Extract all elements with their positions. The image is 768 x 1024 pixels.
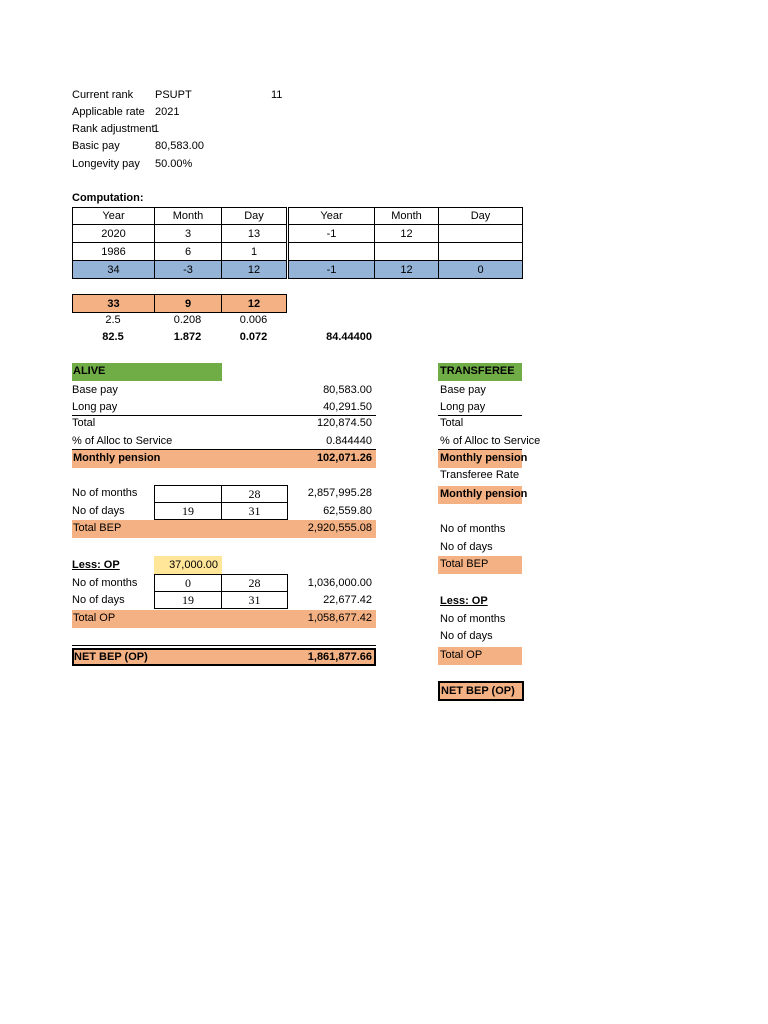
alive-days-label: No of days [72, 505, 125, 517]
computation-table-left [72, 207, 287, 279]
header-day: Day [222, 208, 287, 225]
cell-year[interactable]: 1986 [73, 243, 155, 261]
less-op-label: Less: OP [72, 559, 120, 571]
cell-day-diff: 0 [439, 261, 523, 279]
transferee-op-months-label: No of months [440, 613, 506, 625]
op-days-count: 31 [248, 593, 261, 607]
transferee-total-bep-label: Total BEP [440, 558, 489, 570]
net-bep-label: NET BEP (OP) [74, 651, 148, 663]
alive-days-input[interactable] [154, 502, 222, 520]
transferee-monthly-pension-row [438, 450, 528, 468]
cell-day[interactable] [439, 243, 523, 261]
current-rank-number: 11 [271, 89, 283, 101]
alive-months-label: No of months [72, 487, 138, 499]
adjusted-months: 9 [155, 295, 222, 313]
op-days-input-value: 19 [182, 593, 194, 607]
transferee-net-bep-row [438, 681, 524, 701]
product-months: 1.872 [173, 331, 202, 343]
op-days-input[interactable] [154, 591, 222, 609]
cell-year[interactable] [289, 243, 375, 261]
transferee-rate-label: Transferee Rate [440, 469, 520, 481]
longevity-pay-label: Longevity pay [72, 158, 140, 170]
transferee-days-label: No of days [440, 541, 493, 553]
current-rank-label: Current rank [72, 89, 134, 101]
alive-months-count: 28 [248, 487, 261, 501]
transferee-monthly-pension2-row [438, 486, 528, 504]
adjusted-days: 12 [222, 295, 287, 313]
transferee-less-op-label: Less: OP [440, 595, 488, 607]
transferee-section [438, 360, 541, 710]
basic-pay-label: Basic pay [72, 140, 120, 152]
transferee-header [438, 363, 522, 381]
alive-months-input[interactable] [154, 485, 222, 503]
transferee-monthly-pension2-label: Monthly pension [440, 488, 528, 500]
adjusted-service-table [72, 294, 287, 313]
op-months-input[interactable] [154, 574, 222, 592]
alive-total-label: Total [72, 417, 96, 429]
transferee-base-pay-label: Base pay [440, 384, 486, 396]
header-month: Month [155, 208, 222, 225]
alive-total-bep-value: 2,920,555.08 [307, 522, 372, 534]
op-days-value: 22,677.42 [323, 594, 372, 606]
rank-adjustment-value[interactable]: 1 [153, 123, 160, 135]
applicable-rate-label: Applicable rate [72, 106, 145, 118]
transferee-net-bep-label: NET BEP (OP) [441, 685, 515, 697]
transferee-op-days-label: No of days [440, 630, 493, 642]
alive-days-value: 62,559.80 [323, 505, 372, 517]
header-year: Year [289, 208, 375, 225]
op-days-label: No of days [72, 594, 125, 606]
header-year: Year [73, 208, 155, 225]
less-op-amount: 37,000.00 [169, 559, 218, 571]
net-bep-value: 1,861,877.66 [307, 651, 372, 663]
cell-year-diff: 34 [73, 261, 155, 279]
cell-month[interactable]: 3 [155, 225, 222, 243]
net-bep-row [72, 648, 376, 666]
factor-years: 2.5 [105, 314, 121, 326]
transferee-total-op-row [438, 647, 522, 665]
cell-year[interactable]: 2020 [73, 225, 155, 243]
factor-days: 0.006 [239, 314, 268, 326]
cell-month[interactable]: 12 [375, 225, 439, 243]
transferee-long-pay-label: Long pay [440, 401, 486, 413]
alive-monthly-pension-value: 102,071.26 [316, 452, 372, 464]
cell-day[interactable]: 13 [222, 225, 287, 243]
alive-header [72, 363, 222, 381]
transferee-alloc-label: % of Alloc to Service [440, 435, 541, 447]
alive-long-pay-label: Long pay [72, 401, 118, 413]
product-years: 82.5 [102, 331, 124, 343]
transferee-total-op-label: Total OP [440, 649, 483, 661]
longevity-pay-value[interactable]: 50.00% [155, 158, 193, 170]
cell-year-diff: -1 [289, 261, 375, 279]
alive-monthly-pension-row [72, 450, 376, 468]
cell-day-diff: 12 [222, 261, 287, 279]
transferee-total-label: Total [440, 417, 464, 429]
applicable-rate-value[interactable]: 2021 [155, 106, 180, 118]
transferee-title: TRANSFEREE [440, 365, 515, 377]
transferee-monthly-pension-label: Monthly pension [440, 452, 528, 464]
op-months-input-value: 0 [185, 576, 191, 590]
factor-months: 0.208 [173, 314, 202, 326]
cell-month-diff: 12 [375, 261, 439, 279]
divider [72, 645, 376, 646]
cell-day[interactable]: 1 [222, 243, 287, 261]
product-days: 0.072 [239, 331, 268, 343]
less-op-amount-cell[interactable] [154, 556, 222, 574]
transferee-total-bep-row [438, 556, 522, 574]
alive-total-bep-label: Total BEP [73, 522, 122, 534]
alive-base-pay-value: 80,583.00 [323, 384, 372, 396]
alive-months-value: 2,857,995.28 [307, 487, 372, 499]
alive-alloc-value: 0.844440 [326, 435, 372, 447]
total-op-row [72, 610, 376, 628]
op-months-label: No of months [72, 577, 138, 589]
alive-days-input-value: 19 [182, 504, 194, 518]
alive-alloc-label: % of Alloc to Service [72, 435, 173, 447]
service-sum: 84.44400 [326, 331, 372, 343]
current-rank-value[interactable]: PSUPT [155, 89, 192, 101]
alive-total-bep-row [72, 520, 376, 538]
cell-month[interactable]: 6 [155, 243, 222, 261]
header-day: Day [439, 208, 523, 225]
alive-monthly-pension-label: Monthly pension [73, 452, 161, 464]
total-op-label: Total OP [73, 612, 116, 624]
cell-year[interactable]: -1 [289, 225, 375, 243]
computation-table-right [288, 207, 523, 279]
total-op-value: 1,058,677.42 [307, 612, 372, 624]
alive-total-value: 120,874.50 [316, 417, 372, 429]
cell-month-diff: -3 [155, 261, 222, 279]
basic-pay-value[interactable]: 80,583.00 [155, 140, 204, 152]
adjusted-years: 33 [73, 295, 155, 313]
cell-day[interactable] [439, 225, 523, 243]
alive-title: ALIVE [73, 365, 106, 377]
computation-title: Computation: [72, 192, 144, 204]
alive-base-pay-label: Base pay [72, 384, 118, 396]
cell-month[interactable] [375, 243, 439, 261]
alive-days-count: 31 [248, 504, 261, 518]
op-months-count: 28 [248, 576, 261, 590]
header-month: Month [375, 208, 439, 225]
rank-adjustment-label: Rank adjustment [72, 123, 155, 135]
alive-long-pay-value: 40,291.50 [323, 401, 372, 413]
transferee-months-label: No of months [440, 523, 506, 535]
op-months-value: 1,036,000.00 [307, 577, 372, 589]
